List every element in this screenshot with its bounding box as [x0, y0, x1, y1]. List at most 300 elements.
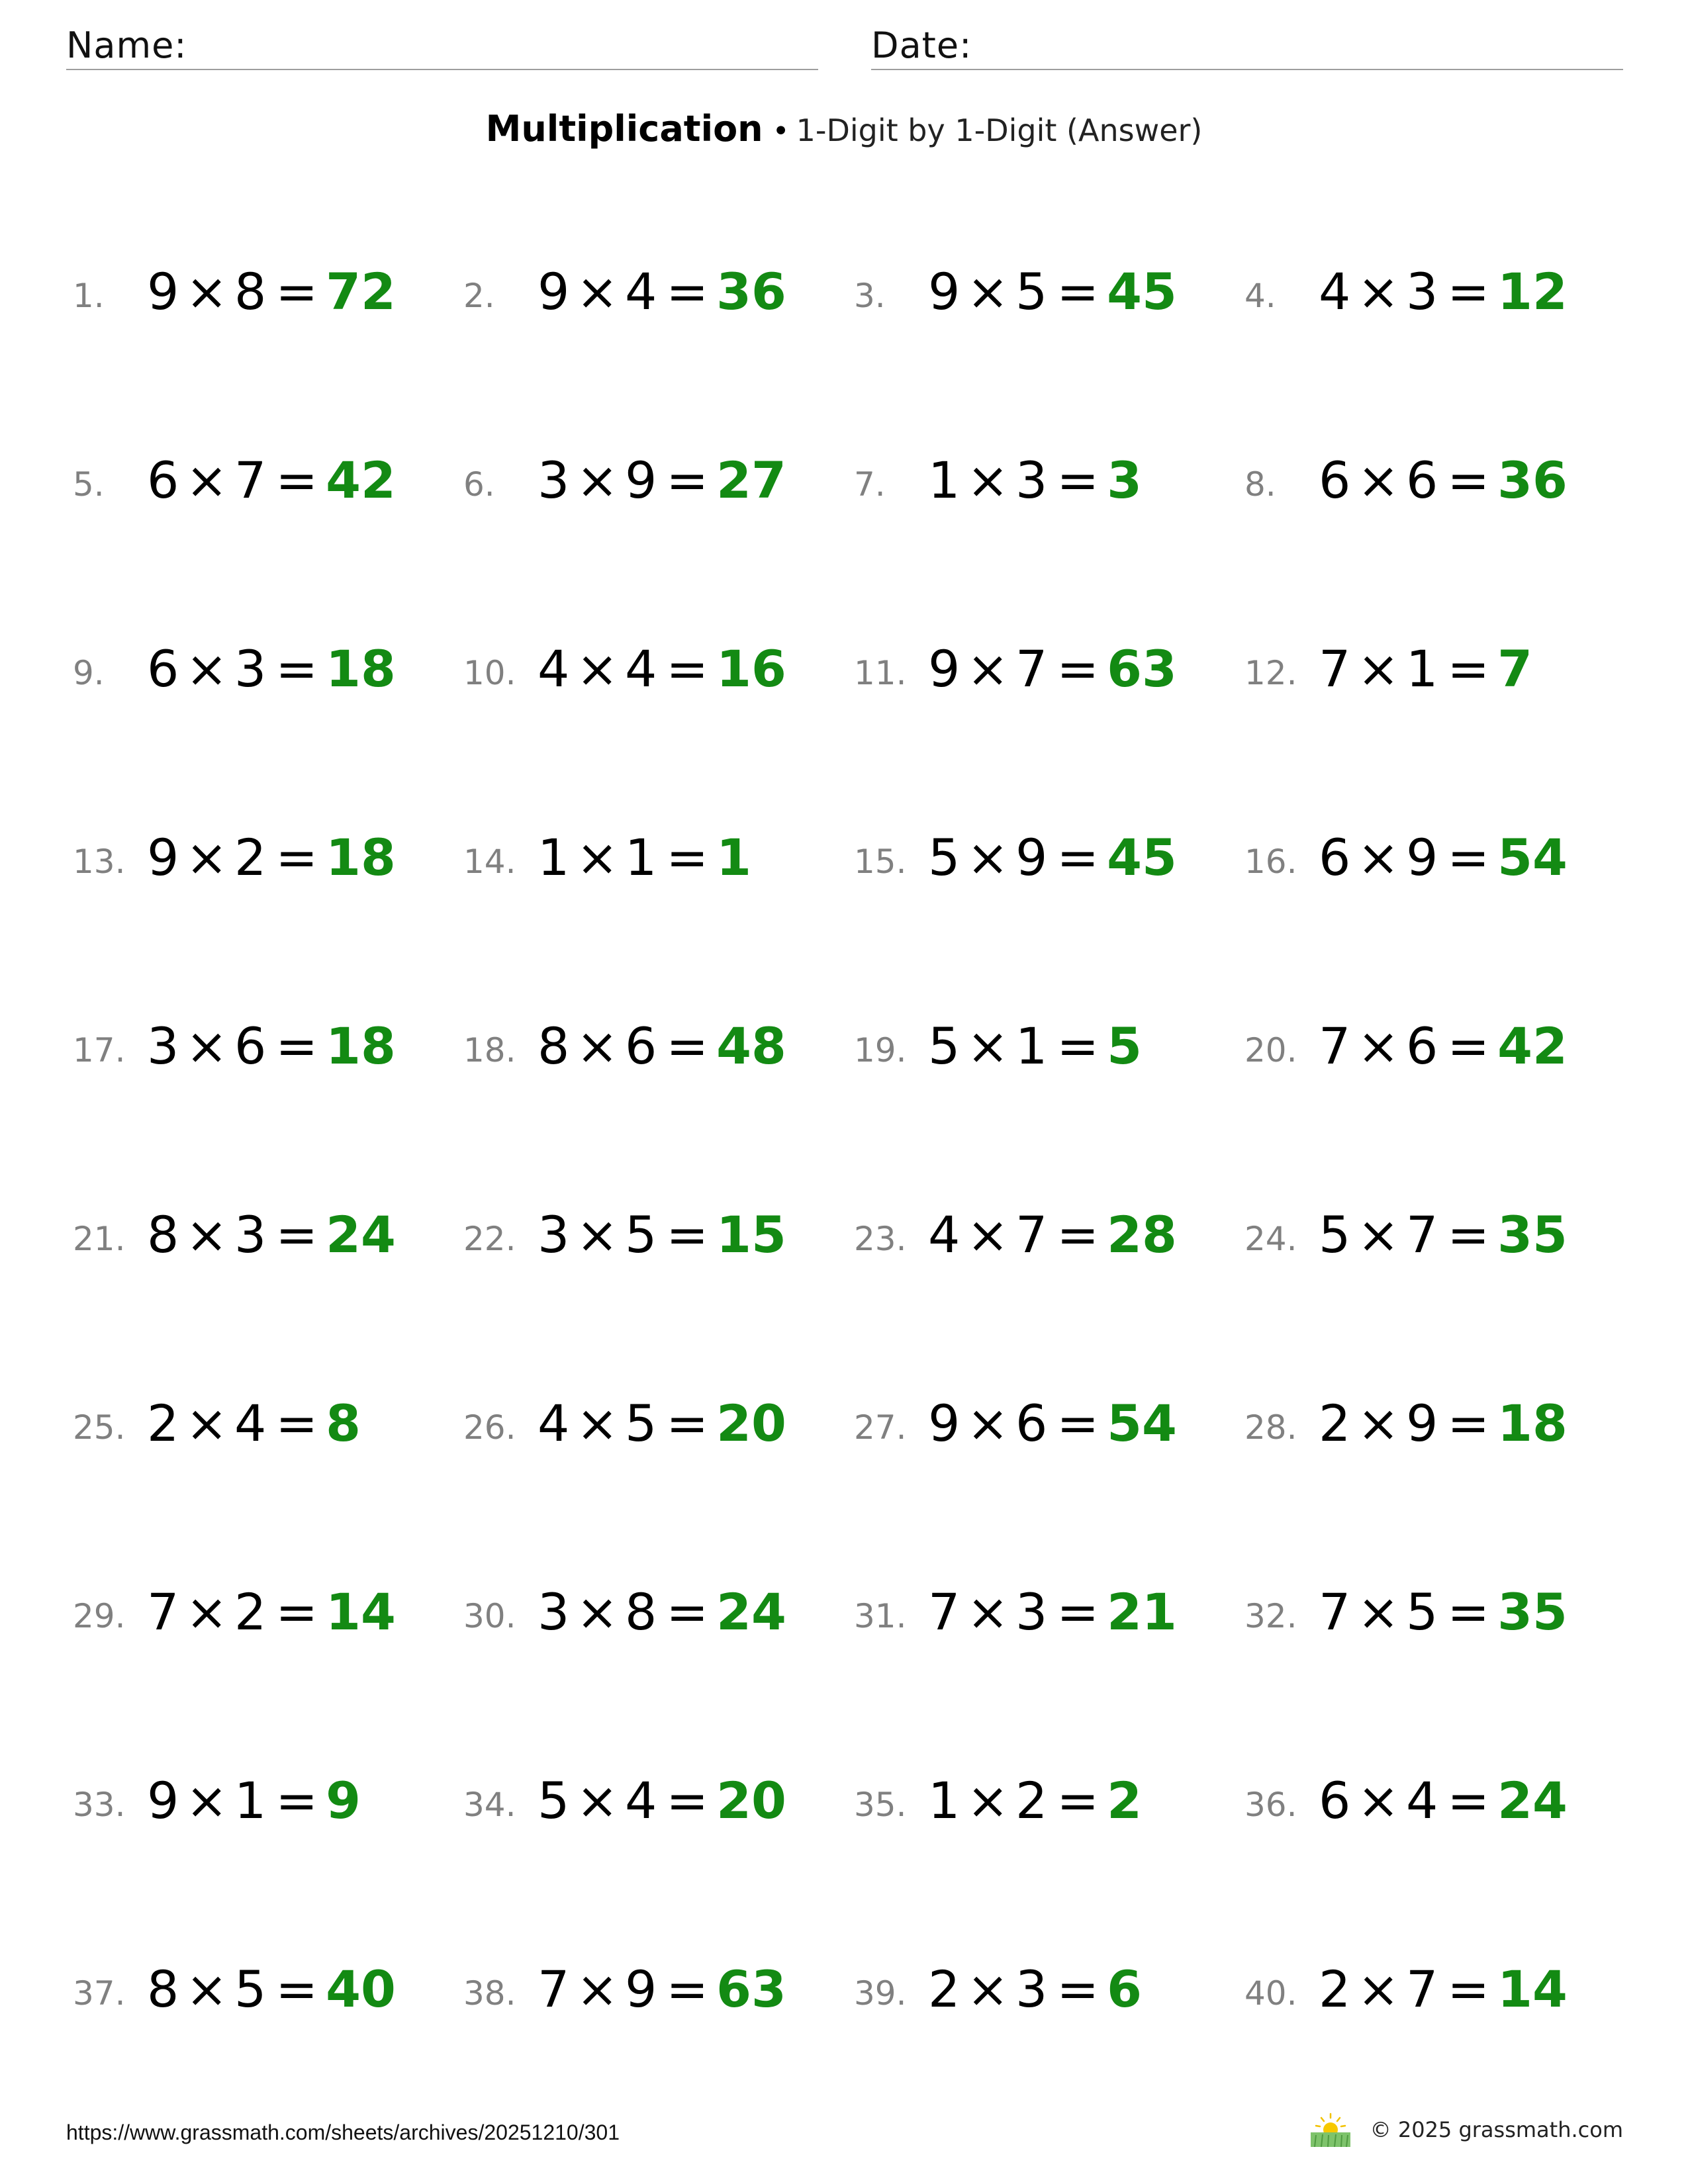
- date-label: Date:: [871, 24, 972, 66]
- problem-number: 25.: [73, 1408, 126, 1447]
- problem-number: 17.: [73, 1031, 126, 1069]
- factor-a: 6: [147, 639, 179, 698]
- problem-item: [73, 1942, 463, 2022]
- equals-sign: =: [1447, 828, 1490, 887]
- problem-expression: [538, 1582, 786, 1642]
- factor-b: 7: [234, 451, 267, 510]
- factor-b: 3: [1406, 262, 1438, 321]
- multiply-sign: ×: [185, 1960, 228, 2019]
- problem-number: 33.: [73, 1786, 126, 1824]
- equals-sign: =: [666, 262, 709, 321]
- problem-item: [463, 1942, 854, 2022]
- problem-item: [1244, 1188, 1635, 1267]
- problem-expression: [147, 1960, 396, 2019]
- problem-item: [463, 1377, 854, 1456]
- equals-sign: =: [1056, 828, 1100, 887]
- answer: 35: [1497, 1205, 1568, 1264]
- factor-b: 7: [1015, 639, 1048, 698]
- answer: 24: [326, 1205, 396, 1264]
- problem-expression: [928, 451, 1142, 510]
- answer: 40: [326, 1960, 396, 2019]
- factor-a: 8: [147, 1205, 179, 1264]
- factor-b: 5: [625, 1394, 657, 1453]
- problem-expression: [147, 451, 396, 510]
- factor-b: 4: [625, 1771, 657, 1830]
- multiply-sign: ×: [185, 262, 228, 321]
- problem-expression: [538, 828, 751, 887]
- multiply-sign: ×: [1357, 451, 1400, 510]
- answer: 54: [1497, 828, 1568, 887]
- equals-sign: =: [275, 828, 318, 887]
- factor-a: 7: [538, 1960, 570, 2019]
- answer: 12: [1497, 262, 1568, 321]
- equals-sign: =: [275, 1394, 318, 1453]
- equals-sign: =: [275, 451, 318, 510]
- problem-number: 9.: [73, 654, 105, 692]
- problem-expression: [147, 262, 396, 322]
- factor-a: 7: [1319, 1582, 1351, 1641]
- equals-sign: =: [666, 1205, 709, 1264]
- problem-expression: [147, 1017, 396, 1076]
- problem-item: [73, 1754, 463, 1833]
- name-field[interactable]: [66, 24, 818, 70]
- factor-b: 5: [1406, 1582, 1438, 1641]
- equals-sign: =: [1447, 1205, 1490, 1264]
- problem-expression: [1319, 451, 1568, 510]
- equals-sign: =: [1447, 1394, 1490, 1453]
- factor-a: 8: [538, 1017, 570, 1075]
- factor-a: 6: [1319, 828, 1351, 887]
- equals-sign: =: [666, 1960, 709, 2019]
- factor-a: 7: [928, 1582, 961, 1641]
- problem-item: [1244, 245, 1635, 324]
- answer: 42: [1497, 1017, 1568, 1075]
- problem-item: [73, 811, 463, 890]
- equals-sign: =: [275, 262, 318, 321]
- problem-number: 3.: [854, 277, 886, 315]
- equals-sign: =: [1056, 1960, 1100, 2019]
- factor-b: 9: [1015, 828, 1048, 887]
- factor-b: 4: [234, 1394, 267, 1453]
- answer: 20: [716, 1771, 786, 1830]
- equals-sign: =: [1447, 1771, 1490, 1830]
- multiply-sign: ×: [966, 1017, 1009, 1075]
- factor-a: 4: [538, 1394, 570, 1453]
- footer-url: https://www.grassmath.com/sheets/archives/20251210/301: [66, 2120, 620, 2144]
- problem-item: [854, 245, 1244, 324]
- problem-number: 36.: [1244, 1786, 1297, 1824]
- problem-expression: [538, 639, 786, 699]
- title-subtitle: 1-Digit by 1-Digit (Answer): [796, 113, 1203, 148]
- problem-item: [463, 1188, 854, 1267]
- equals-sign: =: [1447, 1017, 1490, 1075]
- equals-sign: =: [1447, 639, 1490, 698]
- problem-item: [73, 1565, 463, 1645]
- multiply-sign: ×: [185, 1771, 228, 1830]
- answer: 18: [326, 639, 396, 698]
- problem-item: [854, 1754, 1244, 1833]
- title-separator: •: [772, 114, 790, 148]
- title-main: Multiplication: [485, 108, 763, 150]
- problem-expression: [538, 1205, 786, 1265]
- factor-b: 6: [1406, 451, 1438, 510]
- multiply-sign: ×: [576, 451, 619, 510]
- problem-item: [73, 245, 463, 324]
- factor-a: 7: [147, 1582, 179, 1641]
- problem-expression: [928, 1582, 1177, 1642]
- problem-number: 39.: [854, 1974, 907, 2013]
- equals-sign: =: [275, 1960, 318, 2019]
- problem-expression: [1319, 1582, 1568, 1642]
- problem-item: [463, 1754, 854, 1833]
- equals-sign: =: [1447, 1582, 1490, 1641]
- factor-b: 3: [1015, 1960, 1048, 2019]
- equals-sign: =: [275, 1205, 318, 1264]
- multiply-sign: ×: [966, 1394, 1009, 1453]
- problem-number: 40.: [1244, 1974, 1297, 2013]
- answer: 8: [326, 1394, 361, 1453]
- problem-expression: [147, 1205, 396, 1265]
- factor-b: 4: [625, 639, 657, 698]
- factor-a: 3: [147, 1017, 179, 1075]
- problem-number: 21.: [73, 1220, 126, 1258]
- problem-item: [854, 433, 1244, 513]
- factor-a: 9: [147, 828, 179, 887]
- factor-b: 3: [1015, 1582, 1048, 1641]
- equals-sign: =: [666, 451, 709, 510]
- equals-sign: =: [1056, 451, 1100, 510]
- answer: 45: [1107, 828, 1177, 887]
- equals-sign: =: [666, 1582, 709, 1641]
- factor-a: 4: [538, 639, 570, 698]
- problem-grid: [73, 245, 1635, 2131]
- problem-number: 32.: [1244, 1597, 1297, 1635]
- answer: 15: [716, 1205, 786, 1264]
- equals-sign: =: [1056, 1394, 1100, 1453]
- problem-item: [854, 811, 1244, 890]
- answer: 9: [326, 1771, 361, 1830]
- problem-expression: [147, 1582, 396, 1642]
- answer: 18: [326, 828, 396, 887]
- multiply-sign: ×: [1357, 1017, 1400, 1075]
- problem-expression: [928, 639, 1177, 699]
- problem-item: [854, 1565, 1244, 1645]
- factor-b: 5: [234, 1960, 267, 2019]
- problem-number: 2.: [463, 277, 495, 315]
- factor-a: 6: [1319, 1771, 1351, 1830]
- worksheet-title: [0, 106, 1688, 155]
- factor-a: 5: [1319, 1205, 1351, 1264]
- problem-number: 14.: [463, 842, 516, 881]
- problem-item: [463, 433, 854, 513]
- answer: 24: [1497, 1771, 1568, 1830]
- answer: 36: [716, 262, 786, 321]
- answer: 2: [1107, 1771, 1142, 1830]
- multiply-sign: ×: [966, 1960, 1009, 2019]
- problem-number: 13.: [73, 842, 126, 881]
- problem-item: [1244, 811, 1635, 890]
- factor-a: 8: [147, 1960, 179, 2019]
- problem-number: 38.: [463, 1974, 516, 2013]
- factor-b: 6: [1015, 1394, 1048, 1453]
- sun-over-grass-icon: [1308, 2113, 1353, 2147]
- multiply-sign: ×: [966, 1205, 1009, 1264]
- problem-item: [854, 622, 1244, 702]
- problem-item: [463, 999, 854, 1079]
- multiply-sign: ×: [576, 639, 619, 698]
- factor-b: 2: [234, 1582, 267, 1641]
- problem-number: 1.: [73, 277, 105, 315]
- problem-expression: [1319, 639, 1532, 699]
- factor-b: 6: [1406, 1017, 1438, 1075]
- answer: 35: [1497, 1582, 1568, 1641]
- problem-expression: [147, 639, 396, 699]
- factor-a: 2: [928, 1960, 961, 2019]
- factor-a: 4: [1319, 262, 1351, 321]
- copyright-text: © 2025 grassmath.com: [1370, 2117, 1623, 2142]
- problem-expression: [1319, 1771, 1568, 1831]
- factor-a: 5: [928, 828, 961, 887]
- problem-item: [463, 811, 854, 890]
- factor-a: 9: [928, 262, 961, 321]
- problem-expression: [147, 828, 396, 887]
- factor-b: 9: [1406, 1394, 1438, 1453]
- factor-b: 1: [234, 1771, 267, 1830]
- answer: 3: [1107, 451, 1142, 510]
- problem-number: 29.: [73, 1597, 126, 1635]
- equals-sign: =: [666, 828, 709, 887]
- answer: 45: [1107, 262, 1177, 321]
- factor-a: 2: [1319, 1960, 1351, 2019]
- answer: 14: [1497, 1960, 1568, 2019]
- problem-item: [854, 1377, 1244, 1456]
- problem-number: 10.: [463, 654, 516, 692]
- multiply-sign: ×: [966, 1582, 1009, 1641]
- problem-number: 12.: [1244, 654, 1297, 692]
- problem-expression: [538, 1771, 786, 1831]
- answer: 28: [1107, 1205, 1177, 1264]
- multiply-sign: ×: [1357, 1205, 1400, 1264]
- multiply-sign: ×: [576, 1582, 619, 1641]
- problem-number: 37.: [73, 1974, 126, 2013]
- multiply-sign: ×: [576, 1771, 619, 1830]
- factor-a: 5: [538, 1771, 570, 1830]
- problem-expression: [147, 1394, 361, 1453]
- factor-b: 5: [625, 1205, 657, 1264]
- multiply-sign: ×: [966, 262, 1009, 321]
- factor-b: 3: [1015, 451, 1048, 510]
- factor-a: 1: [928, 451, 961, 510]
- factor-a: 2: [1319, 1394, 1351, 1453]
- problem-item: [1244, 999, 1635, 1079]
- problem-item: [73, 1188, 463, 1267]
- equals-sign: =: [666, 1394, 709, 1453]
- factor-a: 6: [147, 451, 179, 510]
- problem-number: 23.: [854, 1220, 907, 1258]
- factor-b: 3: [234, 1205, 267, 1264]
- factor-b: 4: [1406, 1771, 1438, 1830]
- answer: 18: [326, 1017, 396, 1075]
- equals-sign: =: [275, 1771, 318, 1830]
- problem-item: [1244, 622, 1635, 702]
- factor-a: 3: [538, 1582, 570, 1641]
- multiply-sign: ×: [966, 451, 1009, 510]
- problem-item: [854, 1188, 1244, 1267]
- factor-b: 7: [1015, 1205, 1048, 1264]
- equals-sign: =: [275, 639, 318, 698]
- problem-item: [1244, 1565, 1635, 1645]
- factor-b: 9: [625, 451, 657, 510]
- factor-a: 9: [538, 262, 570, 321]
- problem-expression: [928, 828, 1177, 887]
- equals-sign: =: [1056, 639, 1100, 698]
- factor-b: 5: [1015, 262, 1048, 321]
- factor-b: 8: [625, 1582, 657, 1641]
- problem-item: [73, 1377, 463, 1456]
- answer: 72: [326, 262, 396, 321]
- date-field[interactable]: [871, 24, 1623, 70]
- footer-branding: [1308, 2113, 1623, 2147]
- problem-expression: [538, 1394, 786, 1453]
- problem-expression: [1319, 1017, 1568, 1076]
- equals-sign: =: [666, 639, 709, 698]
- problem-expression: [538, 262, 786, 322]
- problem-expression: [928, 1960, 1142, 2019]
- answer: 27: [716, 451, 786, 510]
- answer: 63: [1107, 639, 1177, 698]
- problem-expression: [538, 1017, 786, 1076]
- multiply-sign: ×: [185, 1017, 228, 1075]
- problem-expression: [928, 1771, 1142, 1831]
- problem-expression: [538, 1960, 786, 2019]
- multiply-sign: ×: [576, 262, 619, 321]
- problem-item: [1244, 1754, 1635, 1833]
- problem-item: [1244, 1942, 1635, 2022]
- factor-a: 5: [928, 1017, 961, 1075]
- factor-a: 9: [928, 639, 961, 698]
- problem-number: 27.: [854, 1408, 907, 1447]
- equals-sign: =: [1447, 262, 1490, 321]
- problem-expression: [928, 262, 1177, 322]
- problem-number: 28.: [1244, 1408, 1297, 1447]
- problem-number: 11.: [854, 654, 907, 692]
- equals-sign: =: [1056, 1582, 1100, 1641]
- problem-number: 34.: [463, 1786, 516, 1824]
- problem-expression: [1319, 262, 1568, 322]
- answer: 5: [1107, 1017, 1142, 1075]
- multiply-sign: ×: [185, 1582, 228, 1641]
- problem-number: 24.: [1244, 1220, 1297, 1258]
- answer: 7: [1497, 639, 1532, 698]
- multiply-sign: ×: [185, 639, 228, 698]
- factor-a: 1: [928, 1771, 961, 1830]
- factor-a: 2: [147, 1394, 179, 1453]
- problem-number: 19.: [854, 1031, 907, 1069]
- equals-sign: =: [1056, 262, 1100, 321]
- factor-b: 1: [1015, 1017, 1048, 1075]
- multiply-sign: ×: [576, 828, 619, 887]
- answer: 63: [716, 1960, 786, 2019]
- multiply-sign: ×: [1357, 1771, 1400, 1830]
- equals-sign: =: [666, 1771, 709, 1830]
- factor-b: 1: [1406, 639, 1438, 698]
- factor-b: 6: [234, 1017, 267, 1075]
- equals-sign: =: [1447, 1960, 1490, 2019]
- factor-b: 4: [625, 262, 657, 321]
- equals-sign: =: [666, 1017, 709, 1075]
- multiply-sign: ×: [1357, 828, 1400, 887]
- equals-sign: =: [1447, 451, 1490, 510]
- factor-a: 7: [1319, 1017, 1351, 1075]
- answer: 48: [716, 1017, 786, 1075]
- answer: 54: [1107, 1394, 1177, 1453]
- multiply-sign: ×: [966, 639, 1009, 698]
- multiply-sign: ×: [966, 828, 1009, 887]
- problem-number: 16.: [1244, 842, 1297, 881]
- problem-number: 8.: [1244, 465, 1276, 504]
- problem-item: [854, 999, 1244, 1079]
- problem-expression: [928, 1017, 1142, 1076]
- problem-item: [73, 622, 463, 702]
- multiply-sign: ×: [576, 1205, 619, 1264]
- problem-item: [463, 245, 854, 324]
- equals-sign: =: [1056, 1017, 1100, 1075]
- answer: 42: [326, 451, 396, 510]
- multiply-sign: ×: [185, 1394, 228, 1453]
- equals-sign: =: [1056, 1771, 1100, 1830]
- problem-number: 15.: [854, 842, 907, 881]
- multiply-sign: ×: [576, 1017, 619, 1075]
- problem-number: 7.: [854, 465, 886, 504]
- problem-expression: [928, 1394, 1177, 1453]
- factor-b: 1: [625, 828, 657, 887]
- factor-a: 7: [1319, 639, 1351, 698]
- multiply-sign: ×: [1357, 639, 1400, 698]
- factor-a: 4: [928, 1205, 961, 1264]
- problem-expression: [1319, 828, 1568, 887]
- factor-b: 7: [1406, 1205, 1438, 1264]
- problem-item: [463, 1565, 854, 1645]
- factor-b: 9: [1406, 828, 1438, 887]
- multiply-sign: ×: [1357, 1394, 1400, 1453]
- multiply-sign: ×: [185, 451, 228, 510]
- factor-a: 1: [538, 828, 570, 887]
- answer: 1: [716, 828, 751, 887]
- factor-b: 6: [625, 1017, 657, 1075]
- name-label: Name:: [66, 24, 187, 66]
- multiply-sign: ×: [576, 1394, 619, 1453]
- factor-b: 2: [1015, 1771, 1048, 1830]
- factor-a: 9: [147, 1771, 179, 1830]
- problem-number: 35.: [854, 1786, 907, 1824]
- equals-sign: =: [275, 1582, 318, 1641]
- problem-expression: [1319, 1960, 1568, 2019]
- factor-b: 2: [234, 828, 267, 887]
- problem-expression: [928, 1205, 1177, 1265]
- multiply-sign: ×: [966, 1771, 1009, 1830]
- multiply-sign: ×: [185, 1205, 228, 1264]
- factor-b: 7: [1406, 1960, 1438, 2019]
- problem-number: 18.: [463, 1031, 516, 1069]
- problem-number: 6.: [463, 465, 495, 504]
- problem-expression: [1319, 1394, 1568, 1453]
- answer: 20: [716, 1394, 786, 1453]
- multiply-sign: ×: [185, 828, 228, 887]
- factor-a: 9: [147, 262, 179, 321]
- problem-item: [73, 999, 463, 1079]
- factor-a: 3: [538, 1205, 570, 1264]
- answer: 21: [1107, 1582, 1177, 1641]
